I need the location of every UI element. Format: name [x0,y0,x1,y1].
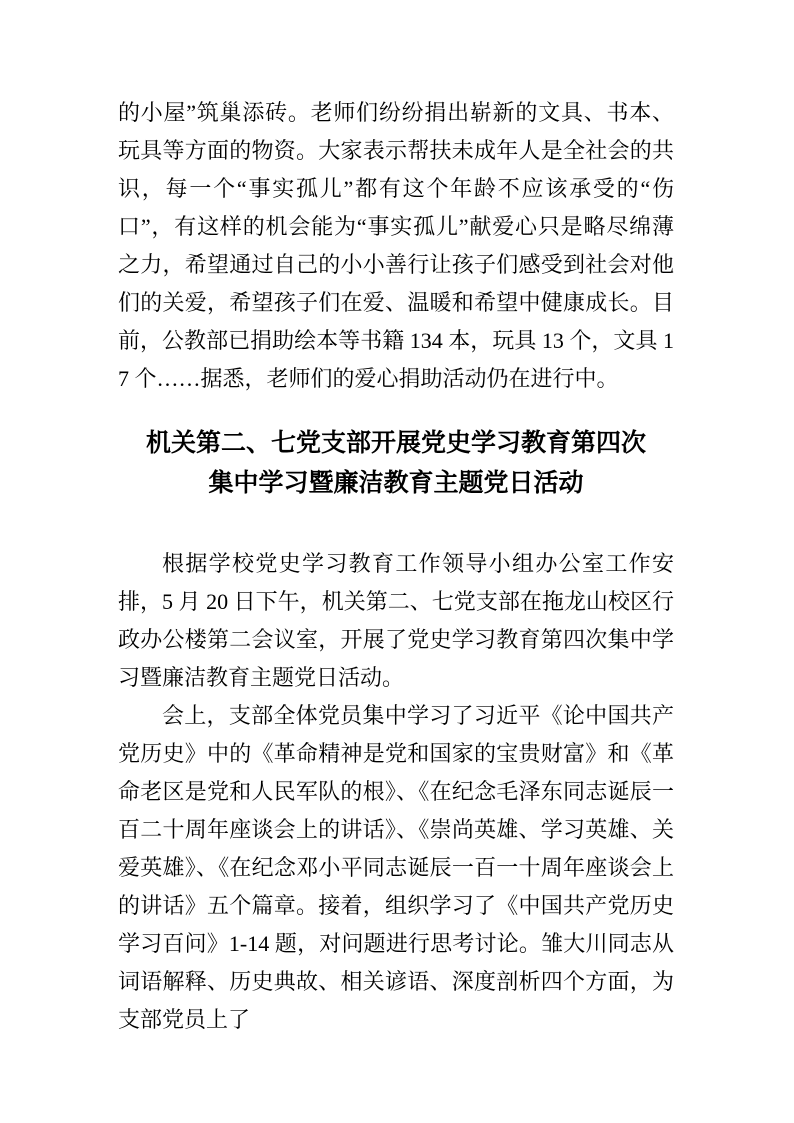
article-heading [118,423,674,503]
paragraph-study-content: 会上，支部全体党员集中学习了习近平《论中国共产党历史》中的《革命精神是党和国家的宝贵财富》和《革命老区是党和人民军队的根》、《在纪念毛泽东同志诞辰一百二十周年座谈会上的讲话》、《崇尚英雄、学习英雄、关爱英雄》、《在纪念邓小平同志诞辰一百一十周年座谈会上的讲话》五个篇章。接着，组织学习了《中国共产党历史学习百问》1-14 题，对问题进行思考讨论。雏大川同志从词语解释、历史典故、相关谚语、深度剖析四个方面，为支部党员上了 [118,703,674,1032]
paragraph-meeting-info: 根据学校党史学习教育工作领导小组办公室工作安排，5 月 20 日下午，机关第二、七党支部在拖龙山校区行政办公楼第二会议室，开展了党史学习教育第四次集中学习暨廉洁教育主题党日活动。 [118,551,674,690]
article-heading-line-2: 集中学习暨廉洁教育主题党日活动 [208,469,584,497]
article-heading-line-1: 机关第二、七党支部开展党史学习教育第四次 [145,429,646,457]
continuation-paragraph: 的小屋”筑巢添砖。老师们纷纷捐出崭新的文具、书本、玩具等方面的物资。大家表示帮扶未成年人是全社会的共识，每一个“事实孤儿”都有这个年龄不应该承受的“伤口”，有这样的机会能为“事实孤儿”献爱心只是略尽绵薄之力，希望通过自己的小小善行让孩子们感受到社会对他们的关爱，希望孩子们在爱、温暖和希望中健康成长。目前，公教部已捐助绘本等书籍 134 本，玩具 13 个，文具 17 个……据悉，老师们的爱心捐助活动仍在进行中。 [118,100,674,391]
